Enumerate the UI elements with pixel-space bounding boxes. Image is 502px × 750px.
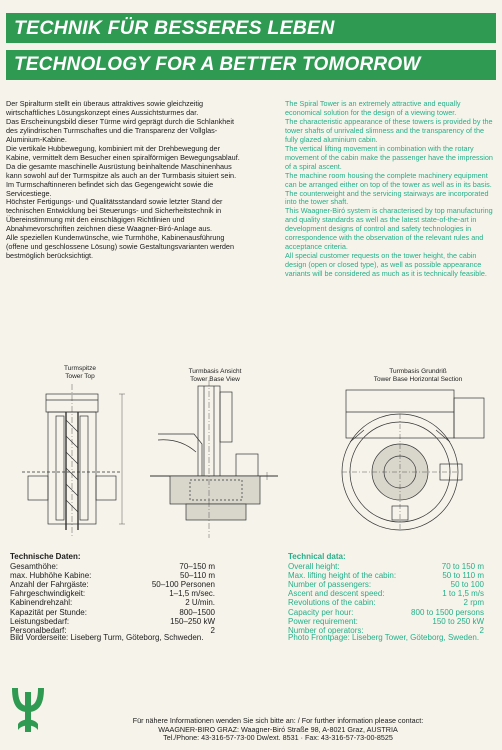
table-row	[288, 562, 484, 571]
technical-data-title: Technical data:	[288, 552, 346, 561]
paragraph: Alle speziellen Kundenwünsche, wie Turmhöhe, Kabinenausführung (offene und geschlossene Lösung) sowie Gestaltungsvarianten werden bestmöglich berücksichtigt.	[6, 233, 234, 261]
row-value: 2 U/min.	[185, 598, 215, 608]
tower-base-view-drawing	[150, 380, 278, 540]
row-value: 70–150 m	[179, 562, 215, 572]
title-banner-de	[6, 13, 496, 43]
diagram-label-de: Turmbasis Grundriß	[389, 368, 447, 375]
table-row	[10, 589, 215, 598]
row-label: Kapazität per Stunde:	[10, 607, 87, 617]
row-value: 800–1500	[179, 607, 215, 617]
row-value: 1–1,5 m/sec.	[169, 589, 215, 599]
table-row	[10, 617, 215, 626]
paragraph: Da die gesamte maschinelle Ausrüstung beinhaltende Maschinenhaus kann sowohl auf der Turmspitze als auch an der Turmbasis situiert sein. Im Turmschaftinneren befindet sich das Gegengewicht sowie die Servicestiege.	[6, 161, 237, 198]
row-label: Capacity per hour:	[288, 607, 354, 617]
diagram-label-en: Tower Top	[65, 372, 95, 380]
table-row	[288, 571, 484, 580]
photo-caption-de: Bild Vorderseite: Liseberg Turm, Göteborg, Schweden.	[10, 633, 204, 642]
contact-footer	[60, 717, 496, 743]
row-value: 1 to 1,5 m/s	[442, 589, 484, 599]
table-row	[288, 598, 484, 607]
photo-caption-en: Photo Frontpage: Liseberg Tower, Göteborg, Sweden.	[288, 633, 480, 642]
row-value: 50 to 110 m	[442, 571, 484, 581]
row-value: 70 to 150 m	[441, 562, 484, 572]
english-text-column	[285, 100, 497, 279]
paragraph: The Spiral Tower is an extremely attractive and equally economical solution for the design of a viewing tower.	[285, 99, 461, 117]
title-en: TECHNOLOGY FOR A BETTER TOMORROW	[14, 54, 421, 75]
table-row	[10, 562, 215, 571]
german-text-column	[6, 100, 244, 261]
paragraph: This Waagner-Biró system is characterised by top manufacturing and quality standards as well as the latest state-of-the-art in development designs of control and safety technologies in correspondence with the observation of the relevant rules and acceptance criteria.	[285, 206, 493, 252]
row-label: Anzahl der Fahrgäste:	[10, 580, 89, 590]
footer-line: Tel./Phone: 43-316-57-73-00 Dw/ext. 8531 · Fax: 43-316-57-73-00-8525	[163, 733, 393, 742]
tower-base-section-drawing	[322, 380, 494, 540]
row-value: 150 to 250 kW	[432, 616, 484, 626]
technical-data-en	[288, 552, 484, 635]
table-row	[288, 608, 484, 617]
diagram-label-en: Tower Base Horizontal Section	[373, 375, 463, 383]
diagram-label-en: Tower Base View	[190, 375, 240, 383]
table-row	[10, 571, 215, 580]
row-label: Number of operators:	[288, 625, 364, 635]
table-row	[288, 589, 484, 598]
row-label: Personalbedarf:	[10, 625, 67, 635]
row-label: Fahrgeschwindigkeit:	[10, 589, 86, 599]
diagram-label-de: Turmspitze	[64, 365, 96, 372]
row-label: Kabinendrehzahl:	[10, 598, 73, 608]
table-row	[10, 598, 215, 607]
technical-data-de	[10, 552, 215, 635]
paragraph: The vertical lifting movement in combination with the rotary movement of the cabin make the passenger have the impression of a spiral ascent.	[285, 143, 493, 171]
row-value: 150–250 kW	[170, 616, 215, 626]
paragraph: Die vertikale Hubbewegung, kombiniert mit der Drehbewegung der Kabine, vermittelt dem Besucher einen spiralförmigen Bewegungsablauf.	[6, 143, 240, 162]
paragraph: The characteristic appearance of these towers is provided by the tower shafts of unrivaled slimness and the transparency of the fully glazed aluminium cabin.	[285, 116, 493, 144]
paragraph: All special customer requests on the tower height, the cabin design (open or closed type), as well as possible appearance variants will be considered as much as it is technically feasible.	[285, 251, 487, 279]
row-value: 50 to 100	[450, 580, 484, 590]
paragraph: Das Erscheinungsbild dieser Türme wird geprägt durch die Schlankheit des zylindrischen Turmschaftes und die Transparenz der Vollglas-Aluminium-Kabine.	[6, 116, 234, 144]
diagram-label-tower-top	[40, 365, 120, 380]
paragraph: The machine room housing the complete machinery equipment can be arranged either on top of the tower as well as in its basis. The counterweight and the servicing stairways are incorporated into the tower shaft.	[285, 170, 492, 207]
table-row	[288, 580, 484, 589]
row-label: Gesamthöhe:	[10, 562, 59, 572]
footer-line: WAAGNER-BIRO GRAZ: Waagner-Biró Straße 98, A-8021 Graz, AUSTRIA	[158, 724, 398, 734]
table-row	[288, 617, 484, 626]
technical-data-title: Technische Daten:	[10, 552, 81, 561]
tower-top-drawing	[18, 380, 136, 540]
paragraph: Der Spiralturm stellt ein überaus attraktives sowie gleichzeitig wirtschaftliches Lösungskonzept eines Aussichtsturmes dar.	[6, 99, 204, 117]
row-label: Overall height:	[288, 562, 340, 572]
row-label: max. Hubhöhe Kabine:	[10, 571, 92, 581]
table-row	[10, 608, 215, 617]
row-label: Leistungsbedarf:	[10, 616, 70, 626]
row-value: 50–110 m	[180, 571, 215, 581]
footer-line: Für nähere Informationen wenden Sie sich bitte an: / For further information please contact:	[132, 716, 424, 725]
row-value: 2	[210, 625, 215, 635]
row-label: Ascent and descent speed:	[288, 589, 385, 599]
row-value: 2	[479, 625, 484, 635]
row-value: 2 rpm	[463, 598, 484, 608]
title-de: TECHNIK FÜR BESSERES LEBEN	[14, 16, 335, 39]
row-value: 800 to 1500 persons	[411, 607, 484, 617]
row-label: Max. lifting height of the cabin:	[288, 571, 397, 581]
title-banner-en	[6, 50, 496, 80]
row-label: Number of passengers:	[288, 580, 372, 590]
row-label: Revolutions of the cabin:	[288, 598, 376, 608]
row-value: 50–100 Personen	[151, 580, 215, 590]
paragraph: Höchster Fertigungs- und Qualitätsstandard sowie letzter Stand der technischen Entwicklung bei Steuerungs- und Sicherheitstechnik in Übereinstimmung mit den einschlägigen Richtlinien und Abnahmevorschriften zeichnen diese Waagner-Biró-Anlage aus.	[6, 197, 223, 234]
row-label: Power requirement:	[288, 616, 358, 626]
diagram-label-de: Turmbasis Ansicht	[188, 368, 242, 375]
table-row	[10, 580, 215, 589]
waagner-biro-logo-icon	[8, 684, 48, 734]
